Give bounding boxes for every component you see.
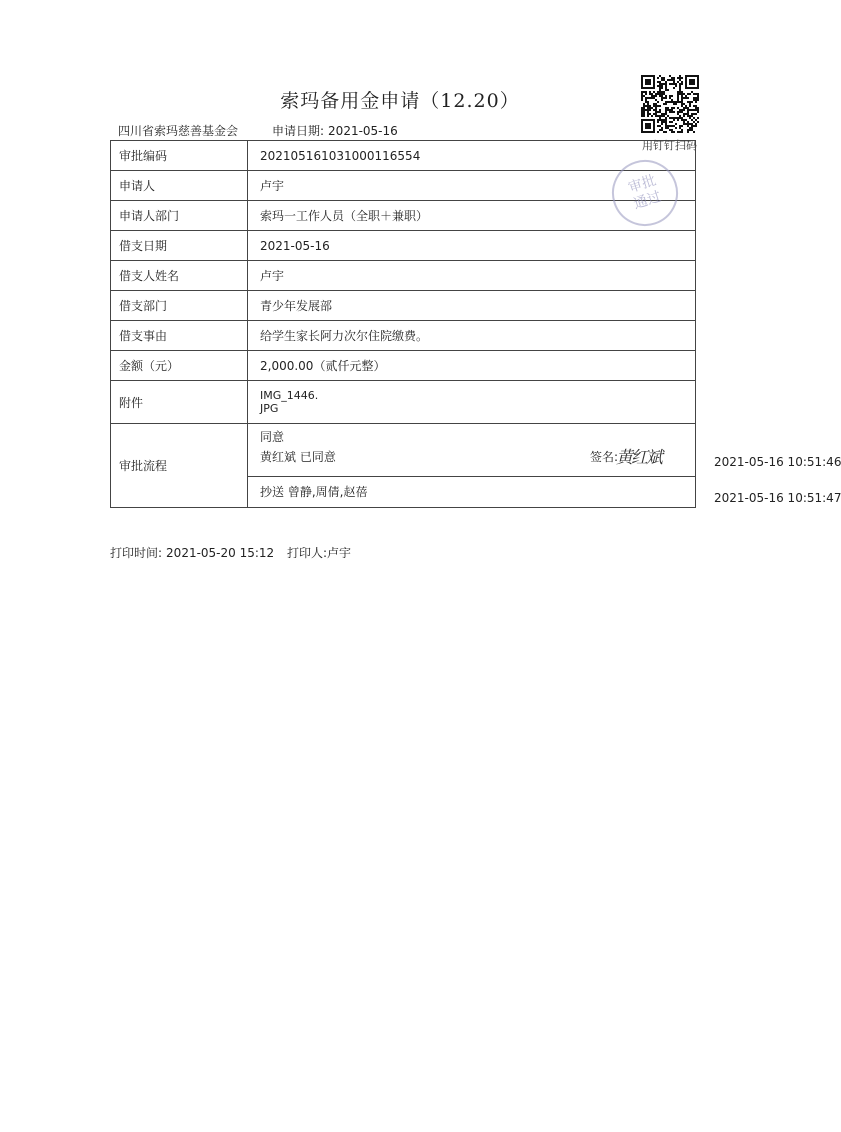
borrow-dept-label: 借支部门 [111,291,248,321]
attachment-label: 附件 [111,381,248,424]
stamp-text-line2: 通过 [631,188,664,213]
page-title: 索玛备用金申请（12.20） [280,90,520,112]
borrow-dept-value: 青少年发展部 [248,291,696,321]
applicant-dept-label: 申请人部门 [111,201,248,231]
apply-date-label: 申请日期: [272,124,325,138]
apply-date-value: 2021-05-16 [328,124,398,138]
table-row [111,351,696,381]
approval-flow-label: 审批流程 [111,424,248,508]
borrower-name-value: 卢宇 [248,261,696,291]
amount-value: 2,000.00（贰仟元整） [248,351,696,381]
stamp-text-line1: 审批 [626,172,659,197]
amount-label: 金额（元） [111,351,248,381]
table-row [111,291,696,321]
applicant-dept-value: 索玛一工作人员（全职＋兼职） [248,201,696,231]
approval-code-value: 202105161031000116554 [248,141,696,171]
borrow-date-value: 2021-05-16 [248,231,696,261]
qr-code[interactable] [641,75,699,133]
borrower-name-label: 借支人姓名 [111,261,248,291]
printer-value: 卢宇 [327,546,352,560]
table-row [111,261,696,291]
applicant-label: 申请人 [111,171,248,201]
table-row [111,231,696,261]
print-time-value: 2021-05-20 15:12 [166,546,275,560]
attachment-filename-part1: IMG_1446. [260,389,319,402]
table-row [111,141,696,171]
attachment-link[interactable] [248,381,696,424]
cc-line: 抄送 曾静,周倩,赵蓓 [260,485,368,499]
apply-date [272,122,398,139]
print-time [110,544,274,561]
table-row [111,171,696,201]
applicant-value: 卢宇 [248,171,696,201]
cc-timestamp: 2021-05-16 10:51:47 [714,491,841,505]
qr-caption: 用钉钉扫码 [642,139,697,152]
table-row [111,321,696,351]
application-form-table [110,140,841,508]
handwritten-signature: 黄红斌 [616,448,661,468]
borrow-date-label: 借支日期 [111,231,248,261]
printer-label: 打印人: [287,546,328,560]
approval-code-label: 审批编码 [111,141,248,171]
approval-status: 同意 [260,430,285,444]
approve-timestamp: 2021-05-16 10:51:46 [714,455,841,469]
table-row [111,424,696,477]
table-row [111,201,696,231]
cc-record [248,477,841,507]
print-time-label: 打印时间: [110,546,163,560]
borrow-reason-value: 给学生家长阿力次尔住院缴费。 [248,321,696,351]
borrow-reason-label: 借支事由 [111,321,248,351]
approver-line: 黄红斌 已同意 [260,450,336,464]
organization-name: 四川省索玛慈善基金会 [118,124,239,138]
approval-record [248,424,841,476]
table-row [111,381,696,424]
signature-label: 签名: [590,450,619,464]
attachment-filename-part2: JPG [260,402,279,415]
printer [287,544,351,561]
